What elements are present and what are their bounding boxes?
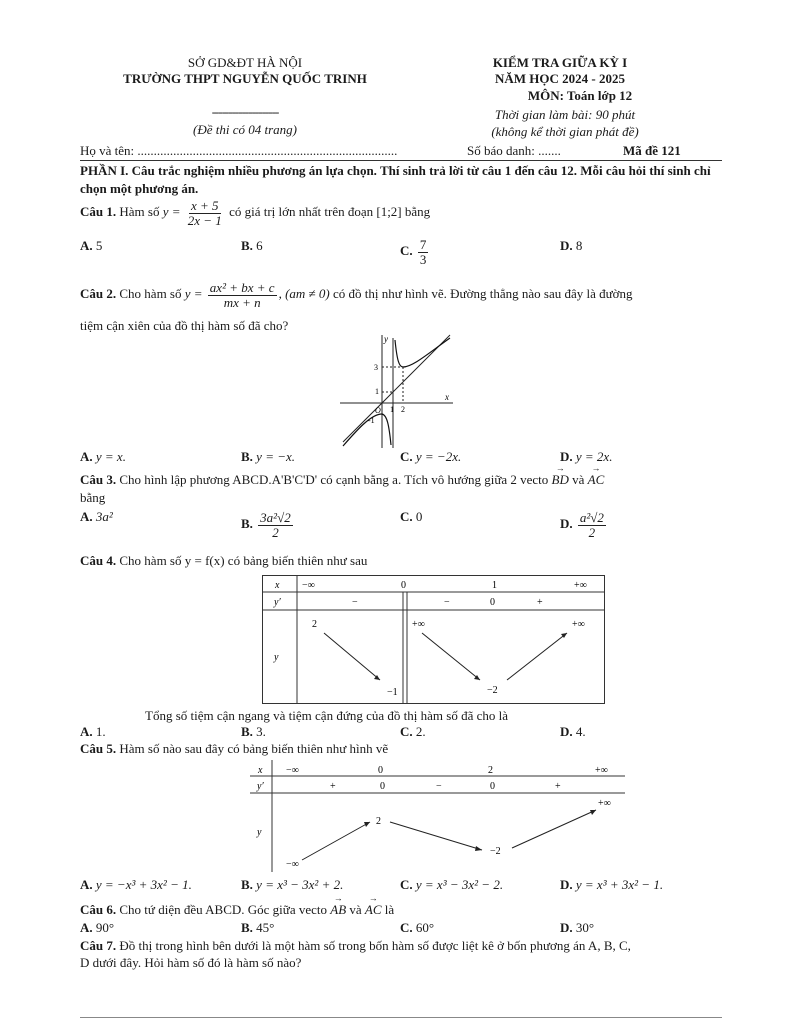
svg-text:−2: −2 <box>490 846 501 857</box>
svg-text:+: + <box>537 597 543 608</box>
header-dashes: -------------------- <box>211 104 279 119</box>
svg-text:2: 2 <box>376 816 381 827</box>
q4-option-b[interactable]: B. 3. <box>241 724 266 739</box>
svg-text:+: + <box>555 781 561 792</box>
header-divider <box>80 160 722 161</box>
q2-option-b[interactable]: B. y = −x. <box>241 449 296 464</box>
q7-line2: D dưới đây. Hỏi hàm số đó là hàm số nào? <box>80 955 302 970</box>
q6-option-c[interactable]: C. 60° <box>400 920 435 935</box>
svg-text:0: 0 <box>490 781 495 792</box>
footer-divider <box>80 1017 722 1018</box>
q5-option-a[interactable]: A. y = −x³ + 3x² − 1. <box>80 877 192 892</box>
q3-line2: bằng <box>80 490 106 505</box>
question-4: Câu 4. Cho hàm số y = f(x) có bảng biến thiên như sau <box>80 553 368 568</box>
q2-option-d[interactable]: D. y = 2x. <box>560 449 613 464</box>
svg-text:+∞: +∞ <box>572 619 585 630</box>
vector-ac: → AC <box>365 902 382 918</box>
duration: Thời gian làm bài: 90 phút <box>494 107 636 122</box>
q1-post: có giá trị lớn nhất trên đoạn [1;2] bằng <box>229 204 431 220</box>
name-field: Họ và tên: ................................................................................ <box>80 143 398 158</box>
svg-text:y: y <box>274 652 279 663</box>
arrow-increase-1 <box>302 822 370 860</box>
label-minus1: -1 <box>368 416 375 425</box>
svg-text:+: + <box>330 781 336 792</box>
svg-text:2: 2 <box>488 765 493 776</box>
pages-note: (Đề thi có 04 trang) <box>193 122 297 137</box>
svg-text:+∞: +∞ <box>598 798 611 809</box>
q3-label: Câu 3. <box>80 472 117 487</box>
q1-option-d[interactable]: D. 8 <box>560 238 583 253</box>
vector-ab: → AB <box>330 902 346 918</box>
exam-code: Mã đề 121 <box>623 143 681 158</box>
q2-graph <box>335 330 460 450</box>
q4-option-d[interactable]: D. 4. <box>560 724 586 739</box>
label-1: 1 <box>390 405 394 414</box>
q5-option-c[interactable]: C. y = x³ − 3x² − 2. <box>400 877 504 892</box>
svg-text:0: 0 <box>401 580 406 591</box>
q1-fraction: $\frac{x + 5}{2x - 1}$ <box>187 198 222 228</box>
school-name: TRƯỜNG THPT NGUYỄN QUỐC TRINH <box>123 71 367 86</box>
q7-label: Câu 7. <box>80 938 117 953</box>
q2-label: Câu 2. <box>80 286 117 302</box>
svg-text:x: x <box>258 765 263 776</box>
curve-left-branch <box>343 414 391 446</box>
svg-text:−2: −2 <box>487 685 498 696</box>
q1-option-b[interactable]: B. 6 <box>241 238 263 253</box>
candidate-number: Số báo danh: ....... <box>467 143 561 158</box>
question-3: Câu 3. Cho hình lập phương ABCD.A'B'C'D' có cạnh bằng a. Tích vô hướng giữa 2 vecto → BD và → AC <box>80 472 604 488</box>
q4-variation-table <box>262 575 606 705</box>
subject: MÔN: Toán lớp 12 <box>527 88 633 103</box>
svg-text:+∞: +∞ <box>595 765 608 776</box>
svg-text:−∞: −∞ <box>286 765 299 776</box>
q3-option-b[interactable]: B. $\frac{\text{3a²√2}}{2}$ <box>241 510 291 540</box>
question-2: Câu 2. Cho hàm số y = $\frac{\text{ax² + bx + c}}{mx + n}$ , (am ≠ 0) có đồ thị như hình vẽ. Đường thẳng nào sau đây là đường <box>80 280 633 310</box>
svg-text:y′: y′ <box>274 597 281 608</box>
q6-option-b[interactable]: B. 45° <box>241 920 275 935</box>
svg-text:+∞: +∞ <box>412 619 425 630</box>
arrow-decrease-2 <box>422 633 480 680</box>
svg-text:−∞: −∞ <box>286 859 299 870</box>
svg-text:0: 0 <box>490 597 495 608</box>
svg-text:−∞: −∞ <box>302 580 315 591</box>
q3-option-c[interactable]: C. 0 <box>400 509 423 524</box>
arrow-decrease-1 <box>324 633 380 680</box>
svg-text:−: − <box>444 597 450 608</box>
exam-title: KIỂM TRA GIỮA KỲ I <box>492 55 628 70</box>
svg-text:0: 0 <box>378 765 383 776</box>
q2-line2: tiệm cận xiên của đồ thị hàm số đã cho? <box>80 318 289 333</box>
q3-option-d[interactable]: D. $\frac{\text{a²√2}}{2}$ <box>560 510 604 540</box>
svg-text:−1: −1 <box>387 687 398 698</box>
svg-text:y′: y′ <box>257 781 264 792</box>
school-year: NĂM HỌC 2024 - 2025 <box>495 71 625 86</box>
duration-note: (không kể thời gian phát đề) <box>491 124 639 139</box>
t4-x-label: x <box>275 580 280 591</box>
q3-option-a[interactable]: A. 3a² <box>80 509 113 524</box>
label-y: y <box>384 334 388 344</box>
q6-option-d[interactable]: D. 30° <box>560 920 595 935</box>
q2-option-c[interactable]: C. y = −2x. <box>400 449 462 464</box>
label-2: 2 <box>401 405 405 414</box>
svg-text:0: 0 <box>380 781 385 792</box>
q6-option-a[interactable]: A. 90° <box>80 920 115 935</box>
q1-option-c[interactable]: C. $\frac{7}{3}$ <box>400 237 427 267</box>
label-3: 3 <box>374 363 378 372</box>
q5-variation-table <box>250 760 630 872</box>
q6-label: Câu 6. <box>80 902 117 917</box>
q1-label: Câu 1. <box>80 204 117 220</box>
q1-option-a[interactable]: A. 5 <box>80 238 103 253</box>
arrow-increase <box>507 633 567 680</box>
q5-label: Câu 5. <box>80 741 117 756</box>
svg-text:1: 1 <box>492 580 497 591</box>
q4-label: Câu 4. <box>80 553 117 568</box>
vector-bd: → BD <box>552 472 569 488</box>
q2-fraction: $\frac{\text{ax² + bx + c}}{mx + n}$ <box>209 280 275 310</box>
arrow-increase-2 <box>512 810 596 848</box>
q1-pre: Hàm số <box>119 204 160 220</box>
part1-heading: PHẦN I. Câu trắc nghiệm nhiều phương án lựa chọn. Thí sinh trả lời từ câu 1 đến câu 12. Mỗi câu hỏi thí sinh chỉ chọn một phương án. <box>80 163 711 196</box>
svg-text:−: − <box>352 597 358 608</box>
svg-text:y: y <box>257 827 262 838</box>
question-1: Câu 1. Hàm số y = $\frac{x + 5}{2x - 1}$ có giá trị lớn nhất trên đoạn [1;2] bằng <box>80 198 431 228</box>
dept-name: SỞ GD&ĐT HÀ NỘI <box>187 55 303 70</box>
svg-text:+∞: +∞ <box>574 580 587 591</box>
svg-text:−: − <box>436 781 442 792</box>
arrow-decrease <box>390 822 482 850</box>
question-6: Câu 6. Cho tứ diện đều ABCD. Góc giữa vecto → AB và → AC là <box>80 902 394 918</box>
question-5: Câu 5. Hàm số nào sau đây có bảng biến thiên như hình vẽ <box>80 741 389 756</box>
q4-after: Tổng số tiệm cận ngang và tiệm cận đứng của đồ thị hàm số đã cho là <box>145 708 509 723</box>
question-7: Câu 7. Đồ thị trong hình bên dưới là một hàm số trong bốn hàm số được liệt kê ở bốn phương án A, B, C, <box>80 938 631 953</box>
label-origin: O <box>375 406 381 415</box>
svg-text:2: 2 <box>312 619 317 630</box>
q5-option-d[interactable]: D. y = x³ + 3x² − 1. <box>560 877 664 892</box>
q4-option-a[interactable]: A. 1. <box>80 724 106 739</box>
vector-ac: → AC <box>588 472 605 488</box>
label-x: x <box>445 392 449 402</box>
q2-option-a[interactable]: A. y = x. <box>80 449 126 464</box>
q4-option-c[interactable]: C. 2. <box>400 724 426 739</box>
label-y1: 1 <box>375 387 379 396</box>
q5-option-b[interactable]: B. y = x³ − 3x² + 2. <box>241 877 344 892</box>
